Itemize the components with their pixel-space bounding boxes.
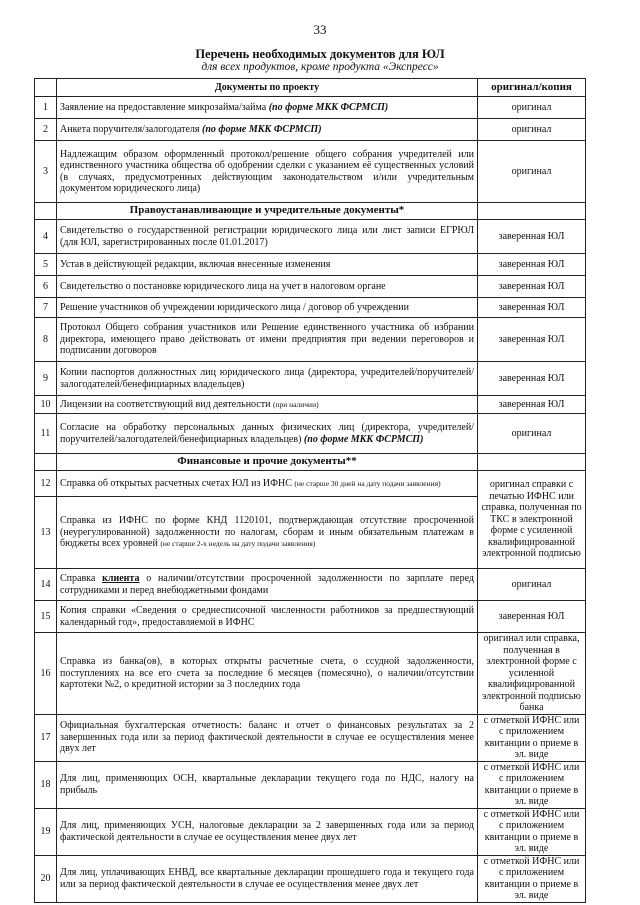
table-row bbox=[35, 97, 586, 119]
row-status: заверенная ЮЛ bbox=[478, 318, 586, 362]
row-status: заверенная ЮЛ bbox=[478, 601, 586, 633]
section-num-cell bbox=[35, 203, 57, 220]
row-number: 20 bbox=[35, 855, 57, 902]
row-status: с отметкой ИФНС или с приложением квитанции о приеме в эл. виде bbox=[478, 714, 586, 761]
documents-table bbox=[34, 78, 586, 903]
row-status: заверенная ЮЛ bbox=[478, 254, 586, 276]
row-number: 6 bbox=[35, 276, 57, 298]
row-number: 3 bbox=[35, 141, 57, 203]
section-header-row bbox=[35, 454, 586, 471]
row-number: 2 bbox=[35, 119, 57, 141]
row-description: Для лиц, применяющих УСН, налоговые декларации за 2 завершенных года или за период фактической деятельности в случае ее осуществления менее двух лет bbox=[57, 808, 478, 855]
table-row bbox=[35, 119, 586, 141]
row-description: Официальная бухгалтерская отчетность: баланс и отчет о финансовых результатах за 2 завершенных года или за период фактической деятельности в случае ее осуществления менее двух лет bbox=[57, 714, 478, 761]
table-row bbox=[35, 254, 586, 276]
row-description: Справка об открытых расчетных счетах ЮЛ из ИФНС (не старше 30 дней на дату подачи заявления) bbox=[57, 471, 478, 497]
row-number: 4 bbox=[35, 220, 57, 254]
row-number: 13 bbox=[35, 497, 57, 569]
table-row bbox=[35, 276, 586, 298]
table-row bbox=[35, 569, 586, 601]
row-description: Решение участников об учреждении юридического лица / договор об учреждении bbox=[57, 298, 478, 318]
table-row bbox=[35, 471, 586, 497]
table-row bbox=[35, 601, 586, 633]
row-description: Для лиц, применяющих ОСН, квартальные декларации текущего года по НДС, налогу на прибыль bbox=[57, 761, 478, 808]
row-number: 16 bbox=[35, 633, 57, 715]
row-description: Справка из ИФНС по форме КНД 1120101, подтверждающая отсутствие просроченной (неурегулированной) задолженности по налогам, сборам и иным обязательным платежам в бюджеты всех уровней (не старше 2-х недель на дату подачи заявления) bbox=[57, 497, 478, 569]
table-row bbox=[35, 855, 586, 902]
row-status: с отметкой ИФНС или с приложением квитанции о приеме в эл. виде bbox=[478, 761, 586, 808]
row-status: оригинал bbox=[478, 97, 586, 119]
row-status: заверенная ЮЛ bbox=[478, 298, 586, 318]
row-description: Справка из банка(ов), в которых открыты расчетные счета, о ссудной задолженности, поступлениях на все его счета за последние 6 месяцев (помесячно), о наличии/отсутствии картотеки №2, о кредитной истории за 3 последних года bbox=[57, 633, 478, 715]
row-description: Надлежащим образом оформленный протокол/решение общего собрания учредителей или единственного участника общества об одобрении сделки с указанием её существенных условий (в случаях, предусмотренных действующим законодательством и/или учредительным документом юридического лица) bbox=[57, 141, 478, 203]
document-subtitle: для всех продуктов, кроме продукта «Экспресс» bbox=[201, 61, 439, 73]
row-status: с отметкой ИФНС или с приложением квитанции о приеме в эл. виде bbox=[478, 808, 586, 855]
row-number: 17 bbox=[35, 714, 57, 761]
row-description: Протокол Общего собрания участников или Решение единственного участника об избрании директора, имеющего право действовать от имени предприятия при ведении переговоров и подписании договоров bbox=[57, 318, 478, 362]
table-row bbox=[35, 808, 586, 855]
row-description: Устав в действующей редакции, включая внесенные изменения bbox=[57, 254, 478, 276]
section-num-cell bbox=[35, 454, 57, 471]
document-title: Перечень необходимых документов для ЮЛ bbox=[195, 47, 445, 61]
row-number: 14 bbox=[35, 569, 57, 601]
row-description: Копии паспортов должностных лиц юридического лица (директора, учредителей/поручителей/залогодателей/бенефициарных владельцев) bbox=[57, 362, 478, 396]
row-number: 8 bbox=[35, 318, 57, 362]
header-status: оригинал/копия bbox=[478, 79, 586, 97]
section-status-cell bbox=[478, 203, 586, 220]
table-header-row bbox=[35, 79, 586, 97]
row-number: 18 bbox=[35, 761, 57, 808]
table-row bbox=[35, 761, 586, 808]
row-description: Копия справки «Сведения о среднесписочной численности работников за предшествующий календарный год», предоставляемой в ИФНС bbox=[57, 601, 478, 633]
row-status: оригинал bbox=[478, 414, 586, 454]
section-header-row bbox=[35, 203, 586, 220]
table-row bbox=[35, 298, 586, 318]
table-row bbox=[35, 220, 586, 254]
table-row bbox=[35, 318, 586, 362]
row-description: Свидетельство о государственной регистрации юридического лица или лист записи ЕГРЮЛ (для ЮЛ, зарегистрированных после 01.01.2017) bbox=[57, 220, 478, 254]
row-number: 11 bbox=[35, 414, 57, 454]
row-number: 9 bbox=[35, 362, 57, 396]
row-description: Анкета поручителя/залогодателя (по форме МКК ФСРМСП) bbox=[57, 119, 478, 141]
row-number: 10 bbox=[35, 396, 57, 414]
row-number: 12 bbox=[35, 471, 57, 497]
header-docs: Документы по проекту bbox=[57, 79, 478, 97]
row-number: 5 bbox=[35, 254, 57, 276]
section-title-legal: Правоустанавливающие и учредительные документы* bbox=[57, 203, 478, 220]
row-description: Заявление на предоставление микрозайма/займа (по форме МКК ФСРМСП) bbox=[57, 97, 478, 119]
row-description: Согласие на обработку персональных данных физических лиц (директора, учредителей/поручителей/залогодателей/бенефициарных владельцев) (по форме МКК ФСРМСП) bbox=[57, 414, 478, 454]
row-status: с отметкой ИФНС или с приложением квитанции о приеме в эл. виде bbox=[478, 855, 586, 902]
row-number: 15 bbox=[35, 601, 57, 633]
row-status: оригинал bbox=[478, 141, 586, 203]
row-status: оригинал справки с печатью ИФНС или справка, полученная по ТКС в электронной форме с усиленной квалифицированной электронной подписью bbox=[478, 471, 586, 569]
section-status-cell bbox=[478, 454, 586, 471]
table-row bbox=[35, 633, 586, 715]
row-description: Лицензии на соответствующий вид деятельности (при наличии) bbox=[57, 396, 478, 414]
row-description: Справка клиента о наличии/отсутствии просроченной задолженности по зарплате перед сотрудниками и перед внебюджетными фондами bbox=[57, 569, 478, 601]
row-status: заверенная ЮЛ bbox=[478, 220, 586, 254]
row-description: Для лиц, уплачивающих ЕНВД, все квартальные декларации прошедшего года и текущего года или за период фактической деятельности в случае ее осуществления менее двух лет bbox=[57, 855, 478, 902]
row-description: Свидетельство о постановке юридического лица на учет в налоговом органе bbox=[57, 276, 478, 298]
row-number: 7 bbox=[35, 298, 57, 318]
row-status: заверенная ЮЛ bbox=[478, 396, 586, 414]
table-row bbox=[35, 141, 586, 203]
section-title-financial: Финансовые и прочие документы** bbox=[57, 454, 478, 471]
row-number: 1 bbox=[35, 97, 57, 119]
row-status: оригинал bbox=[478, 119, 586, 141]
row-status: заверенная ЮЛ bbox=[478, 362, 586, 396]
row-number: 19 bbox=[35, 808, 57, 855]
row-status: заверенная ЮЛ bbox=[478, 276, 586, 298]
page-number: 33 bbox=[313, 22, 327, 37]
row-status: оригинал bbox=[478, 569, 586, 601]
header-num-cell bbox=[35, 79, 57, 97]
table-row bbox=[35, 396, 586, 414]
table-row bbox=[35, 362, 586, 396]
table-row bbox=[35, 714, 586, 761]
table-row bbox=[35, 414, 586, 454]
row-status: оригинал или справка, полученная в электронной форме с усиленной квалифицированной электронной подписью банка bbox=[478, 633, 586, 715]
